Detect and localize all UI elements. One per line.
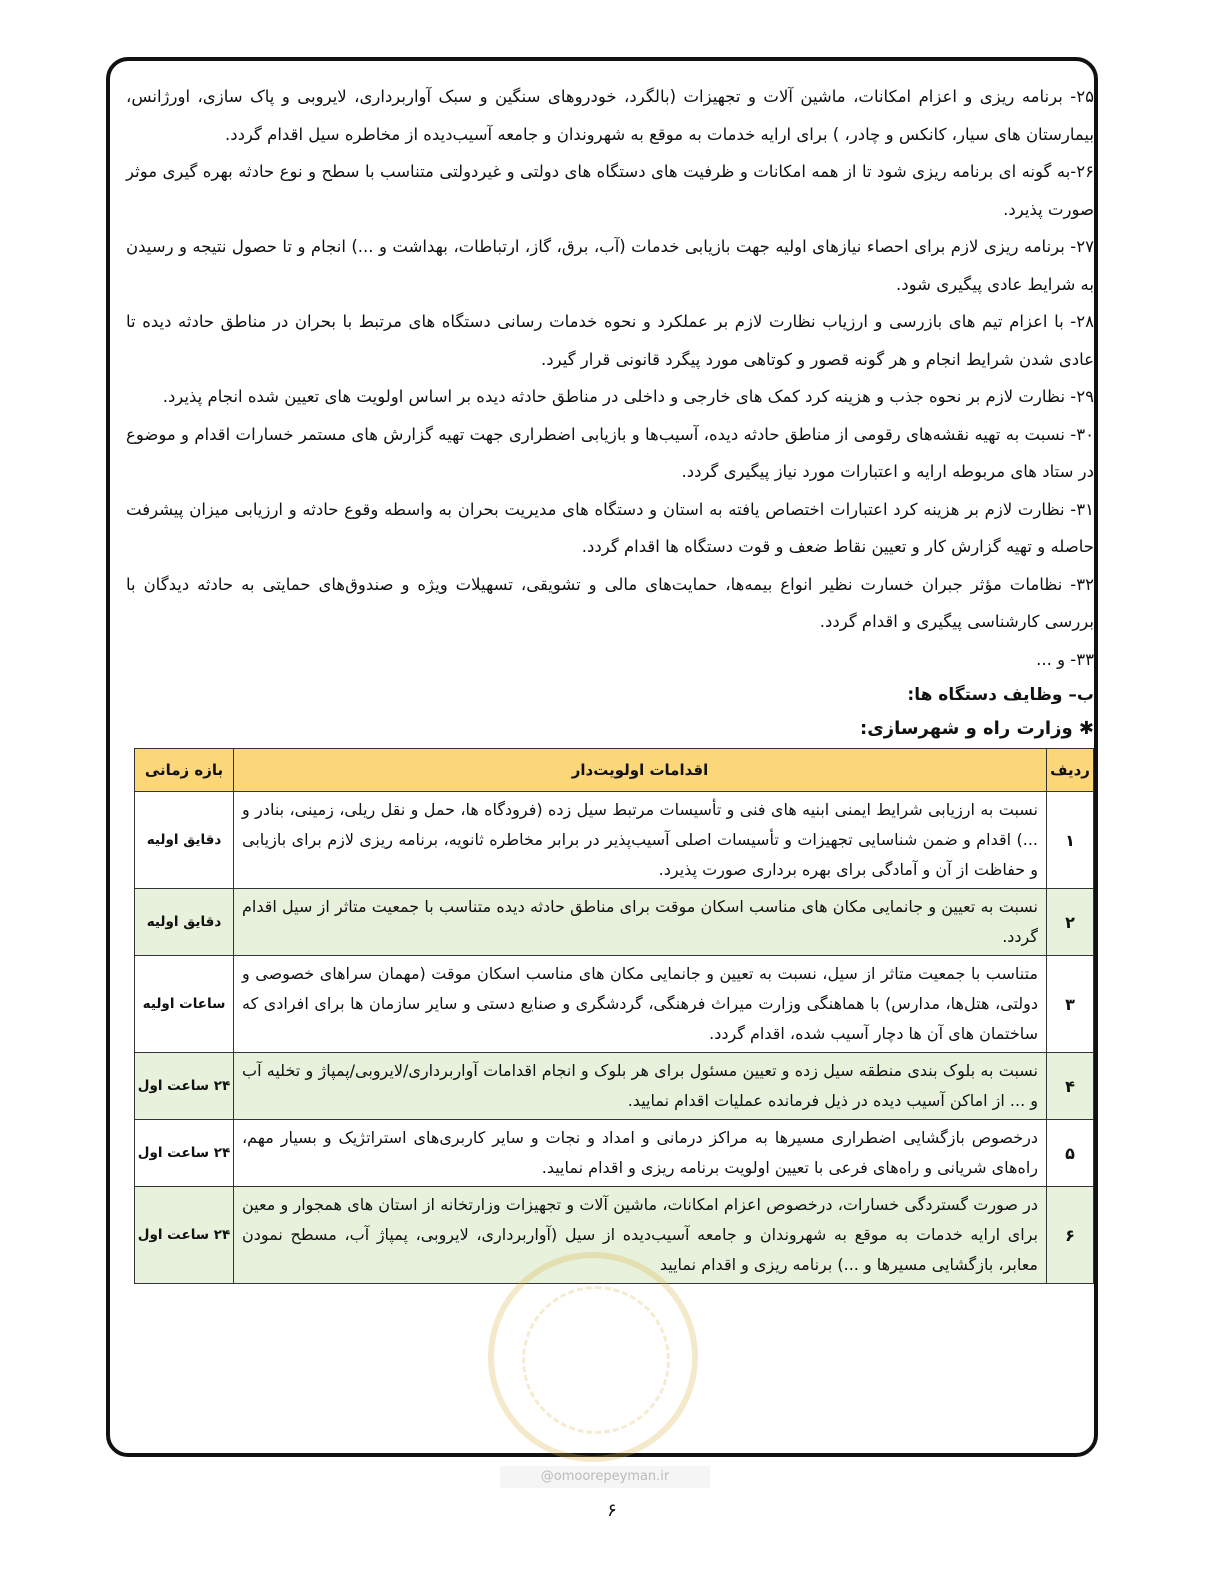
row-number: ۴ xyxy=(1047,1053,1094,1120)
row-action: در صورت گستردگی خسارات، درخصوص اعزام امکانات، ماشین آلات و تجهیزات وزارتخانه از استان های همجوار و معین برای ارایه خدمات به موقع به شهروندان و جامعه آسیب‌دیده از سیل (آواربرداری، لایروبی، پمپاژ آب، مسطح نمودن معابر، بازگشایی مسیرها و ...) برنامه ریزی و اقدام نمایید xyxy=(234,1187,1047,1284)
table-row xyxy=(135,1120,1094,1187)
priority-actions-table xyxy=(134,748,1094,1284)
row-time: ۲۴ ساعت اول xyxy=(135,1120,234,1187)
paragraph-list xyxy=(126,78,1094,678)
paragraph-32: ۳۲- نظامات مؤثر جبران خسارت نظیر انواع بیمه‌ها، حمایت‌های مالی و تشویقی، تسهیلات ویژه و صندوق‌های حمایتی به حادثه دیدگان با بررسی کارشناسی پیگیری و اقدام گردد. xyxy=(126,574,1094,631)
paragraph-27: ۲۷- برنامه ریزی لازم برای احصاء نیازهای اولیه جهت بازیابی خدمات (آب، برق، گاز، ارتباطات، بهداشت و ...) انجام و تا حصول نتیجه و رسیدن به شرایط عادی پیگیری شود. xyxy=(126,237,1094,294)
row-number: ۳ xyxy=(1047,956,1094,1053)
row-time: ۲۴ ساعت اول xyxy=(135,1053,234,1120)
header-row-number: ردیف xyxy=(1047,749,1094,792)
row-action: نسبت به ارزیابی شرایط ایمنی ابنیه های فنی و تأسیسات مرتبط سیل زده (فرودگاه ها، حمل و نقل ریلی، زمینی، بنادر و ...) اقدام و ضمن شناسایی تجهیزات و تأسیسات اصلی آسیب‌پذیر در برابر مخاطره ثانویه، برنامه ریزی لازم برای بازیابی و حفاظت از آن و آمادگی برای بهره برداری صورت پذیرد. xyxy=(234,792,1047,889)
header-time-range: بازه زمانی xyxy=(135,749,234,792)
table-row xyxy=(135,1187,1094,1284)
section-heading: ب– وظایف دستگاه ها: xyxy=(907,685,1094,705)
table-row xyxy=(135,889,1094,956)
page-number: ۶ xyxy=(607,1500,617,1521)
paragraph-26: ۲۶-به گونه ای برنامه ریزی شود تا از همه امکانات و ظرفیت های دستگاه های دولتی و غیردولتی متناسب با سطح و نوع حادثه بهره گیری موثر صورت پذیرد. xyxy=(126,162,1094,219)
page-content xyxy=(126,78,1094,1284)
row-time: ساعات اولیه xyxy=(135,956,234,1053)
row-number: ۲ xyxy=(1047,889,1094,956)
row-time: دقایق اولیه xyxy=(135,792,234,889)
row-action: نسبت به تعیین و جانمایی مکان های مناسب اسکان موقت برای مناطق حادثه دیده متناسب با جمعیت متاثر از سیل اقدام گردد. xyxy=(234,889,1047,956)
row-number: ۱ xyxy=(1047,792,1094,889)
row-time: دقایق اولیه xyxy=(135,889,234,956)
paragraph-28: ۲۸- با اعزام تیم های بازرسی و ارزیاب نظارت لازم بر عملکرد و نحوه خدمات رسانی دستگاه های مرتبط با بحران در مناطق حادثه دیده تا عادی شدن شرایط انجام و هر گونه قصور و کوتاهی مورد پیگرد قانونی قرار گیرد. xyxy=(126,312,1094,369)
paragraph-31: ۳۱- نظارت لازم بر هزینه کرد اعتبارات اختصاص یافته به استان و دستگاه های مدیریت بحران به واسطه وقوع حادثه و ارزیابی میزان پیشرفت حاصله و تهیه گزارش کار و تعیین نقاط ضعف و قوت دستگاه ها اقدام گردد. xyxy=(126,499,1094,556)
paragraph-29: ۲۹- نظارت لازم بر نحوه جذب و هزینه کرد کمک های خارجی و داخلی در مناطق حادثه دیده بر اساس اولویت های تعیین شده انجام پذیرد. xyxy=(162,387,1094,406)
paragraph-25: ۲۵- برنامه ریزی و اعزام امکانات، ماشین آلات و تجهیزات (بالگرد، خودروهای سنگین و سبک آواربرداری، لایروبی و پاک سازی، اورژانس، بیمارستان های سیار، کانکس و چادر، ) برای ارایه خدمات به موقع به شهروندان و جامعه آسیب‌دیده از مخاطره سیل اقدام گردد. xyxy=(126,87,1094,144)
ministry-heading: ✱ وزارت راه و شهرسازی: xyxy=(860,718,1094,739)
row-action: متناسب با جمعیت متاثر از سیل، نسبت به تعیین و جانمایی مکان های مناسب اسکان موقت (مهمان سراهای خصوصی و دولتی، هتل‌ها، مدارس) با هماهنگی وزارت میراث فرهنگی، گردشگری و صنایع دستی و سایر سازمان ها برای افرادی که ساختمان های آن ها دچار آسیب شده، اقدام گردد. xyxy=(234,956,1047,1053)
paragraph-30: ۳۰- نسبت به تهیه نقشه‌های رقومی از مناطق حادثه دیده، آسیب‌ها و بازیابی اضطراری جهت تهیه گزارش های مستمر خسارات اقدام و موضوع در ستاد های مربوطه ارایه و اعتبارات مورد نیاز پیگیری گردد. xyxy=(126,424,1094,481)
table-row xyxy=(135,792,1094,889)
table-header-row xyxy=(135,749,1094,792)
paragraph-33: ۳۳- و ... xyxy=(1036,649,1094,669)
table-row xyxy=(135,1053,1094,1120)
row-number: ۵ xyxy=(1047,1120,1094,1187)
row-action: درخصوص بازگشایی اضطراری مسیرها به مراکز درمانی و امداد و نجات و سایر کاربری‌های استراتژیک و بسیار مهم، راه‌های شریانی و راه‌های فرعی با تعیین اولویت برنامه ریزی و اقدام نمایید. xyxy=(234,1120,1047,1187)
row-action: نسبت به بلوک بندی منطقه سیل زده و تعیین مسئول برای هر بلوک و انجام اقدامات آواربرداری/لایروبی/پمپاژ و تخلیه آب و ... از اماکن آسیب دیده در ذیل فرمانده عملیات اقدام نمایید. xyxy=(234,1053,1047,1120)
row-time: ۲۴ ساعت اول xyxy=(135,1187,234,1284)
header-actions: اقدامات اولویت‌دار xyxy=(234,749,1047,792)
row-number: ۶ xyxy=(1047,1187,1094,1284)
table-row xyxy=(135,956,1094,1053)
watermark-text: @omoorepeyman.ir xyxy=(500,1466,710,1488)
